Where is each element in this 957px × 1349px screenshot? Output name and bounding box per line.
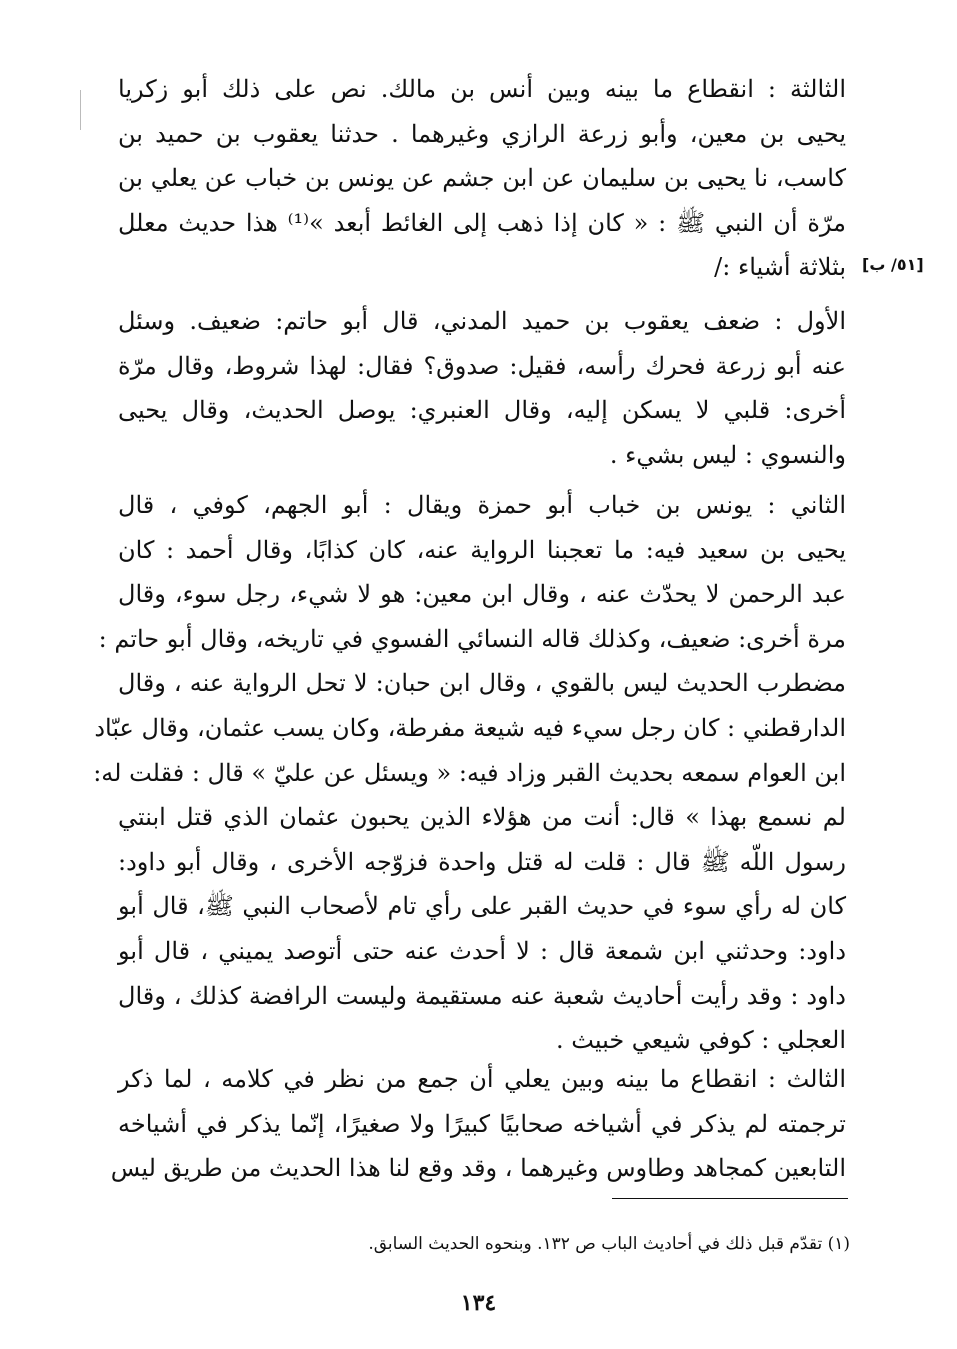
text-line: والنسوي : ليس بشيء . (609, 440, 846, 469)
text-line: التابعين كمجاهد وطاوس وغيرهما ، وقد وقع لنا هذا الحديث من طريق ليس (110, 1154, 846, 1183)
paragraph-4 (110, 1057, 846, 1191)
manuscript-folio-reference: [٥١/ ب] (862, 255, 924, 274)
text-line: مضطرب الحديث ليس بالقوي ، وقال ابن حبان: لا تحل الرواية عنه ، وقال (118, 669, 846, 698)
text-line: الأول : ضعف يعقوب بن حميد المدني، قال أبو حاتم: ضعيف. وسئل (118, 307, 846, 335)
text-line: يحيى بن سعيد فيه: ما تعجبنا الرواية عنه، كان كذابًا، وقال أحمد : كان (118, 535, 847, 564)
text-line: داود : وقد رأيت أحاديث شعبة عنه مستقيمة وليست الرافضة كذلك ، وقال (118, 981, 846, 1010)
text-line: مرّة أن النبي ﷺ : « كان إذا ذهب إلى الغائط أبعد »⁽¹⁾ هذا حديث معلل (118, 208, 847, 237)
footnote: (١) تقدّم قبل ذلك في أحاديث الباب ص ١٣٢. وبنحوه الحديث السابق. (368, 1234, 850, 1254)
text-line: الثالث : انقطاع ما بينه وبين يعلي أن جمع من نظر في كلامه ، لما ذكر (118, 1065, 846, 1093)
text-line: ابن العوام سمعه بحديث القبر وزاد فيه: « ويسئل عن عليّ » قال : فقلت له: (93, 758, 846, 787)
text-line: رسول اللّه ﷺ قال : قلت له قتل واحدة فزوّجه الأخرى ، وقال أبو داود: (118, 847, 846, 876)
text-line: عبد الرحمن لا يحدّث عنه ، وقال ابن معين: هو لا شيء، رجل سوء، وقال (118, 580, 846, 609)
page-number: ١٣٤ (460, 1290, 497, 1316)
text-line: كاسب، نا يحيى بن سليمان عن ابن جشم عن يونس بن خباب عن يعلي بن (118, 164, 846, 193)
text-line: يحيى بن معين، وأبو زرعة الرازي وغيرهما . حدثنا يعقوب بن حميد بن (118, 119, 846, 148)
text-line: عنه أبو زرعة فحرك رأسه، فقيل: صدوق؟ فقال: لهذا شروط، وقال مرّة (118, 351, 846, 380)
footnote-separator (612, 1198, 848, 1199)
text-line: مرة أخرى: ضعيف، وكذلك قاله النسائي الفسوي في تاريخه، وقال أبو حاتم : (98, 624, 846, 653)
text-line: لم نسمع بهذا » قال: أنت من هؤلاء الذين يحبون عثمان الذي قتل ابنتي (118, 803, 846, 832)
text-line: كان له رأي سوء في حديث القبر على رأي تام لأصحاب النبي ﷺ، قال أبو (118, 892, 846, 921)
text-line: العجلي : كوفي شيعي خبيث . (556, 1026, 846, 1055)
text-line: الدارقطني : كان رجل سيء فيه شيعة مفرطة، وكان يسب عثمان، وقال عبّاد (94, 713, 846, 742)
paragraph-1 (118, 67, 846, 290)
text-line: الثالثة : انقطاع ما بينه وبين أنس بن مالك. نص على ذلك أبو زكريا (118, 75, 847, 103)
paragraph-2 (118, 299, 846, 477)
text-line: داود: وحدثني ابن شمعة قال : لا أحدث عنه حتى أتوصد يميني ، قال أبو (118, 936, 846, 965)
page-edge-shadow (80, 90, 81, 130)
text-line: أخرى: قلبي لا يسكن إليه، وقال العنبري: يوصل الحديث، وقال يحيى (118, 396, 846, 425)
text-line: ترجمته لم يذكر في أشياخه صحابيًا كبيرًا ولا صغيرًا، إنّما يذكر في أشياخه (118, 1109, 846, 1138)
text-line: بثلاثة أشياء :/ (714, 253, 846, 282)
paragraph-3 (93, 483, 847, 1063)
text-line: الثاني : يونس بن خباب أبو حمزة ويقال : أبو الجهم، كوفي ، قال (118, 491, 846, 519)
